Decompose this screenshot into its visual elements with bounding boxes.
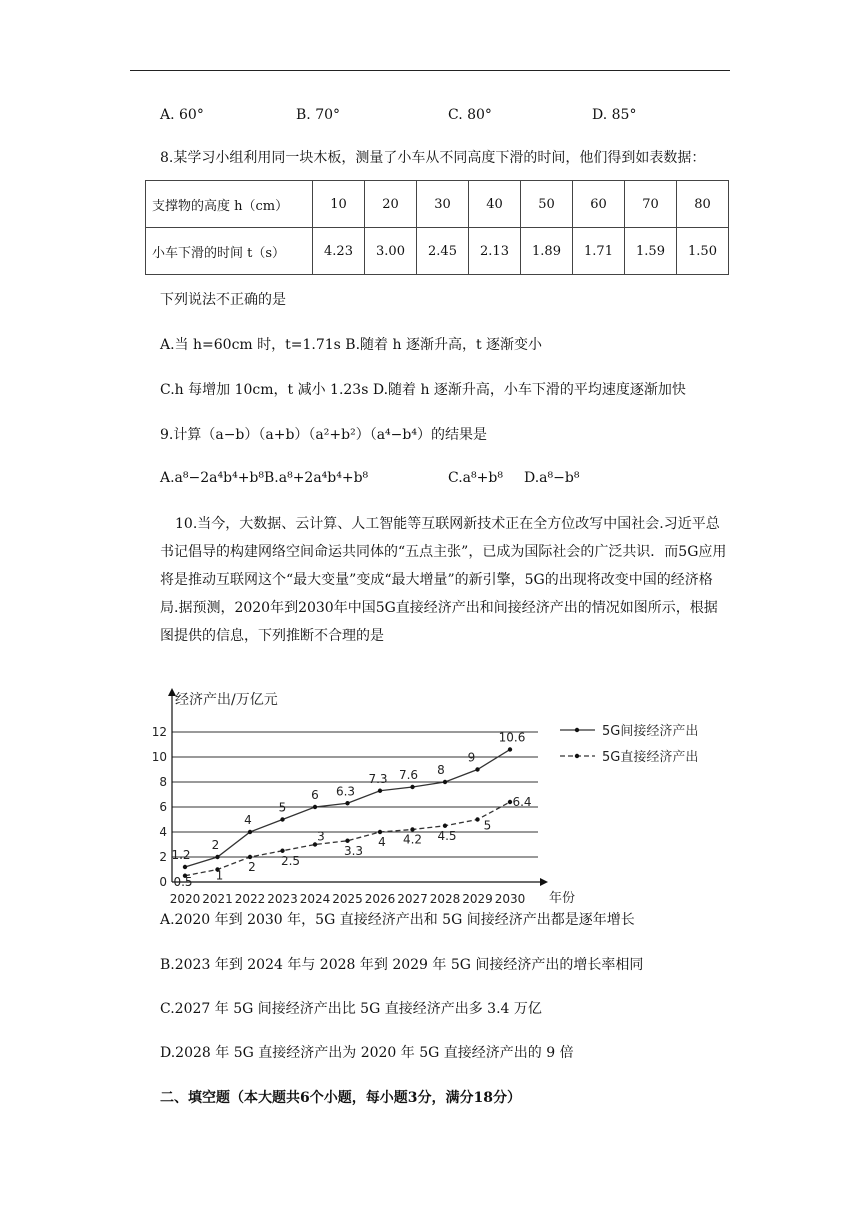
table-cell: 20 xyxy=(365,181,417,228)
q10-stem: 10.当今，大数据、云计算、人工智能等互联网新技术正在全方位改写中国社会.习近平总书记倡导的构建网络空间命运共同体的“五点主张”，已成为国际社会的广泛共识．而5G应用将是推动互联网这个“最大变量”变成“最大增量”的新引擎，5G的出现将改变中国的经济格局.据预测，2020年到2030年中国5G直接经济产出和间接经济产出的情况如图所示，根据图提供的信息，下列推断不合理的是 xyxy=(160,516,727,644)
y-tick-label: 4 xyxy=(159,825,167,839)
data-label-indirect: 7.3 xyxy=(368,771,388,786)
data-label-direct: 5 xyxy=(483,818,492,833)
y-tick-label: 12 xyxy=(151,725,167,739)
y-tick-label: 10 xyxy=(151,750,167,764)
table-cell: 70 xyxy=(625,181,677,228)
legend-label-direct: 5G直接经济产出 xyxy=(602,750,699,765)
table-cell: 30 xyxy=(417,181,469,228)
header-rule xyxy=(130,70,730,71)
data-point-indirect xyxy=(280,817,284,821)
x-axis-arrow xyxy=(540,878,548,886)
data-point-indirect xyxy=(475,767,479,771)
data-point-indirect xyxy=(443,780,447,784)
q7-option-b: B. 70° xyxy=(296,107,341,123)
data-label-direct: 6.4 xyxy=(512,795,532,809)
x-tick-label: 2024 xyxy=(299,892,331,906)
table-cell: 1.59 xyxy=(625,228,677,275)
table-cell: 60 xyxy=(573,181,625,228)
data-label-indirect: 5 xyxy=(278,800,287,815)
table-cell: 2.45 xyxy=(417,228,469,275)
data-label-indirect: 2 xyxy=(211,838,220,852)
q9-options-ab: A.a⁸−2a⁴b⁴+b⁸B.a⁸+2a⁴b⁴+b⁸ xyxy=(160,470,369,486)
data-point-indirect xyxy=(215,855,219,859)
table-cell: 1.50 xyxy=(677,228,729,275)
table-row xyxy=(146,228,729,275)
y-tick-label: 6 xyxy=(159,800,167,814)
x-tick-label: 2029 xyxy=(462,892,493,906)
data-label-direct: 4 xyxy=(378,835,386,849)
table-cell: 2.13 xyxy=(469,228,521,275)
q8-stem: 8.某学习小组利用同一块木板，测量了小车从不同高度下滑的时间，他们得到如表数据： xyxy=(160,150,706,166)
x-axis-label: 年份 xyxy=(548,891,576,906)
data-label-indirect: 8 xyxy=(437,763,445,777)
x-tick-label: 2022 xyxy=(234,892,266,906)
y-tick-label: 0 xyxy=(159,875,167,889)
data-point-indirect xyxy=(313,805,317,809)
legend-marker-indirect xyxy=(575,728,579,732)
q10-option-c: C.2027 年 5G 间接经济产出比 5G 直接经济产出多 3.4 万亿 xyxy=(160,1001,542,1017)
table-row xyxy=(146,181,729,228)
data-point-indirect xyxy=(410,785,414,789)
q10-option-b: B.2023 年到 2024 年与 2028 年到 2029 年 5G 间接经济产出的增长率相同 xyxy=(160,957,644,973)
data-point-indirect xyxy=(345,801,349,805)
q8-options-ab: A.当 h=60cm 时，t=1.71s B.随着 h 逐渐升高，t 逐渐变小 xyxy=(160,337,543,353)
q9-option-d: D.a⁸−b⁸ xyxy=(524,470,580,486)
table-row2-label: 小车下滑的时间 t（s） xyxy=(146,228,313,275)
table-cell: 4.23 xyxy=(313,228,365,275)
y-tick-label: 8 xyxy=(159,775,167,789)
x-tick-label: 2027 xyxy=(397,892,428,906)
y-axis-label: 经济产出/万亿元 xyxy=(175,692,278,708)
x-tick-label: 2026 xyxy=(364,892,396,906)
data-point-indirect xyxy=(508,747,512,751)
data-label-direct: 2 xyxy=(248,860,256,874)
table-cell: 80 xyxy=(677,181,729,228)
data-label-indirect: 4 xyxy=(244,813,252,827)
q8-options-cd: C.h 每增加 10cm，t 减小 1.23s D.随着 h 逐渐升高，小车下滑的平均速度逐渐加快 xyxy=(160,382,686,398)
q9-stem: 9.计算（a−b）（a+b）（a²+b²）（a⁴−b⁴）的结果是 xyxy=(160,427,487,443)
data-label-direct: 2.5 xyxy=(280,853,301,868)
x-tick-label: 2020 xyxy=(169,892,201,906)
legend-marker-direct xyxy=(575,754,579,758)
x-tick-label: 2028 xyxy=(429,892,461,906)
data-point-direct xyxy=(345,839,349,843)
q7-option-a: A. 60° xyxy=(160,107,204,123)
x-tick-label: 2030 xyxy=(494,892,526,906)
q7-option-d: D. 85° xyxy=(592,107,637,123)
data-label-direct: 3.3 xyxy=(343,843,364,858)
x-tick-label: 2025 xyxy=(332,892,363,906)
data-label-indirect: 1.2 xyxy=(171,848,191,862)
x-tick-label: 2021 xyxy=(202,892,233,906)
data-label-direct: 4.5 xyxy=(437,828,457,843)
data-label-direct: 1 xyxy=(215,868,224,883)
table-cell: 1.89 xyxy=(521,228,573,275)
data-label-indirect: 6.3 xyxy=(335,784,356,799)
x-tick-label: 2023 xyxy=(267,892,298,906)
table-cell: 50 xyxy=(521,181,573,228)
data-label-indirect: 10.6 xyxy=(498,730,526,745)
data-label-indirect: 9 xyxy=(467,750,476,765)
q9-option-c: C.a⁸+b⁸ xyxy=(448,470,503,486)
section2-heading: 二、填空题（本大题共6个小题，每小题3分，满分18分） xyxy=(160,1090,521,1106)
q8-question: 下列说法不正确的是 xyxy=(160,292,286,308)
y-tick-label: 2 xyxy=(159,850,167,864)
table-cell: 10 xyxy=(313,181,365,228)
data-label-indirect: 7.6 xyxy=(398,768,419,782)
data-point-direct xyxy=(410,827,414,831)
table-cell: 3.00 xyxy=(365,228,417,275)
data-label-direct: 0.5 xyxy=(173,874,193,889)
data-point-indirect xyxy=(183,865,187,869)
data-label-indirect: 6 xyxy=(311,788,319,802)
data-point-direct xyxy=(280,849,284,853)
table-cell: 40 xyxy=(469,181,521,228)
q10-option-a: A.2020 年到 2030 年，5G 直接经济产出和 5G 间接经济产出都是逐年增长 xyxy=(160,912,635,928)
q7-option-c: C. 80° xyxy=(448,107,492,123)
data-label-direct: 4.2 xyxy=(402,832,423,847)
data-point-direct xyxy=(475,817,479,821)
data-point-indirect xyxy=(378,789,382,793)
data-point-direct xyxy=(378,830,382,834)
legend-label-indirect: 5G间接经济产出 xyxy=(602,724,699,739)
economic-output-chart xyxy=(140,680,740,910)
data-point-indirect xyxy=(248,830,252,834)
data-point-direct xyxy=(248,855,252,859)
data-point-direct xyxy=(443,824,447,828)
data-label-direct: 3 xyxy=(317,829,325,844)
q8-table xyxy=(145,180,729,275)
table-cell: 1.71 xyxy=(573,228,625,275)
table-row1-label: 支撑物的高度 h（cm） xyxy=(146,181,313,228)
q10-option-d: D.2028 年 5G 直接经济产出为 2020 年 5G 直接经济产出的 9 倍 xyxy=(160,1045,574,1061)
